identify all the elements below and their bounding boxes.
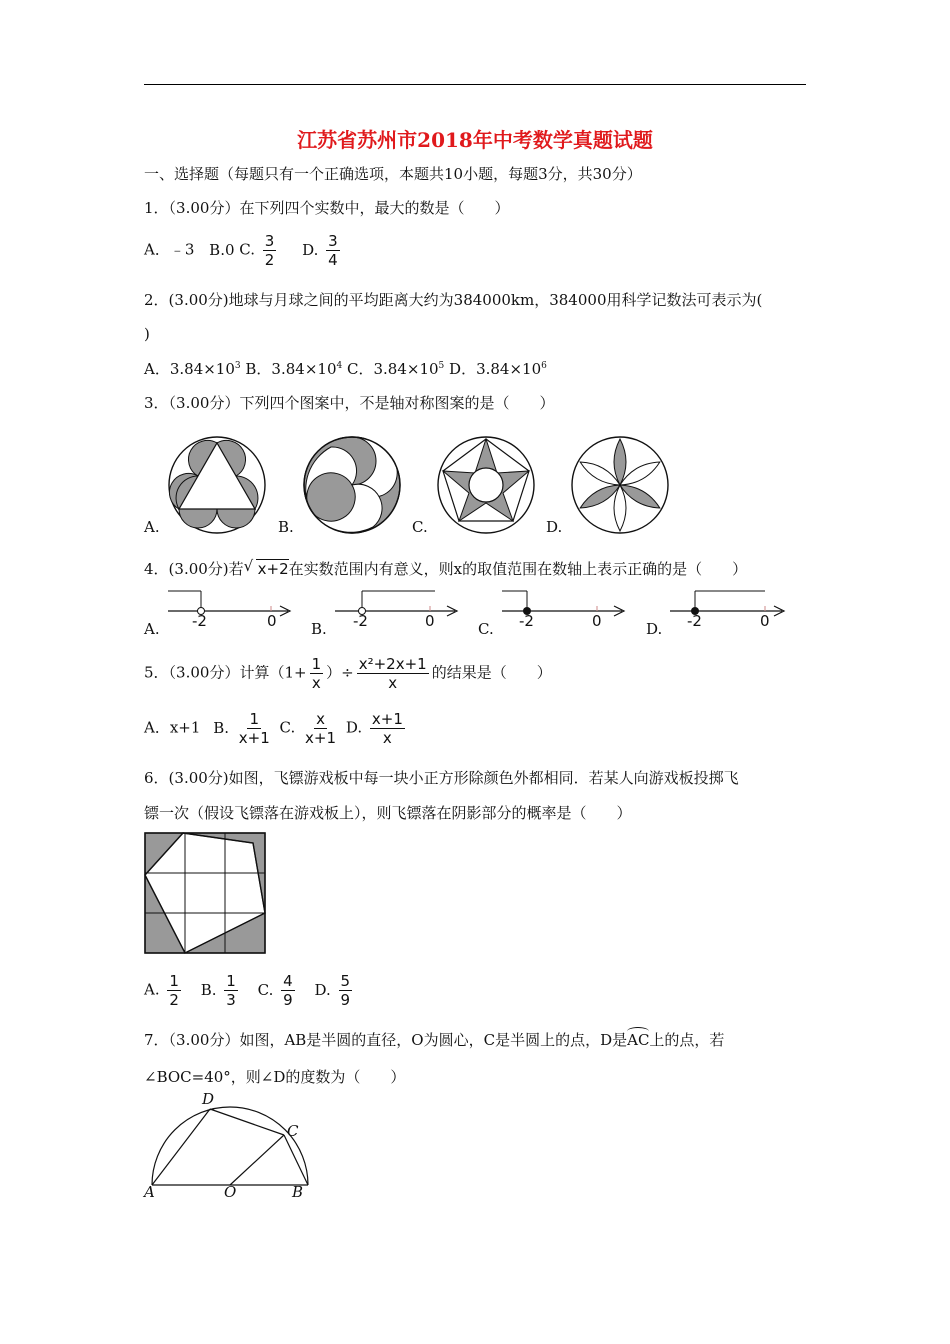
q7-point-d: D [202,1090,215,1108]
q5-option-c-fraction: $\frac{x}{x+1}$ [305,710,337,747]
q4-label-b: B. [311,620,327,638]
q1-option-d: D. [302,240,319,259]
q5-option-b-fraction: $\frac{1}{x+1}$ [238,710,270,747]
q2-option-b: B．$3.84\times 10^4$ [245,360,343,378]
q3-label-a: A. [144,518,160,536]
q5-option-b: B. [213,718,229,737]
q3-label-b: B. [278,518,294,536]
q5-option-d: D. [345,718,363,737]
q2-option-a: A．$3.84\times 10^3$ [144,360,241,378]
q7-arc-ac: AC [627,1031,650,1049]
q6-option-d: D. [314,980,331,999]
q1-option-b: B.0 [209,240,235,259]
q4-label-a: A. [144,620,160,638]
q7-point-a: A [144,1183,155,1201]
q7-point-b: B [292,1183,304,1201]
q7-stem-line1: 7．（3.00分）如图，AB是半圆的直径，O为圆心，C是半圆上的点，D是AC上的点，若 [144,1031,725,1049]
q6-option-c-fraction: $\frac{4}{9}$ [283,972,293,1009]
q5-stem: 5．（3.00分）计算（1+ $\frac{1}{x}$ ）÷ $\frac{\text{x²+2x+1}}{x}$ 的结果是（ ） [144,655,552,692]
q4-c-tick-neg2: -2 [519,612,534,630]
q7-semicircle-figure [144,1095,344,1205]
q1-option-c: C. [239,240,256,259]
header-rule [144,84,806,85]
q4-c-tick-0: 0 [592,612,602,630]
q4-d-tick-0: 0 [760,612,770,630]
q3-figure-d [570,435,670,535]
q2-stem-line2: ) [144,325,150,343]
q6-option-a: A. [144,980,160,999]
q4-a-tick-0: 0 [267,612,277,630]
q5-option-c: C. [279,718,296,737]
q2-option-d: D．$3.84\times 10^6$ [449,360,547,378]
page-title: 江苏省苏州市2018年中考数学真题试题 [297,128,653,152]
q2-stem-line1: 2．(3.00分)地球与月球之间的平均距离大约为384000km，384000用科学记数法可表示为( [144,291,763,309]
q3-label-c: C. [412,518,428,536]
q6-option-d-fraction: $\frac{5}{9}$ [340,972,351,1009]
q6-stem-line1: 6．(3.00分)如图，飞镖游戏板中每一块小正方形除颜色外都相同．若某人向游戏板投掷飞 [144,769,739,787]
q3-stem: 3．（3.00分）下列四个图案中，不是轴对称图案的是（ ） [144,394,555,412]
q4-b-tick-neg2: -2 [353,612,368,630]
q5-fraction-1: $\frac{1}{x}$ [311,655,322,692]
q7-point-o: O [224,1183,237,1201]
q3-figure-a [167,435,267,535]
q4-d-tick-neg2: -2 [687,612,702,630]
q5-fraction-2: $\frac{\text{x²+2x+1}}{x}$ [358,655,427,692]
q4-stem: 4．(3.00分)若 √ x+2在实数范围内有意义，则x的取值范围在数轴上表示正确的是（ ） [144,557,748,578]
q7-point-c: C [287,1122,299,1140]
q5-option-a: A．x+1 [144,718,201,737]
q1-option-c-fraction: $\frac{3}{2}$ [264,232,275,269]
q3-figure-b [302,435,402,535]
q6-stem-line2: 镖一次（假设飞镖落在游戏板上），则飞镖落在阴影部分的概率是（ ） [144,804,632,822]
section-heading: 一、选择题（每题只有一个正确选项，本题共10小题，每题3分，共30分） [144,165,642,183]
q4-label-c: C. [478,620,494,638]
q5-option-d-fraction: $\frac{x+1}{x}$ [371,710,403,747]
q6-option-b-fraction: $\frac{1}{3}$ [226,972,236,1009]
q6-options [144,972,355,1009]
q4-b-tick-0: 0 [425,612,435,630]
q3-figure-c [436,435,536,535]
q3-label-d: D. [546,518,563,536]
q6-dartboard-figure [144,833,266,953]
q1-option-a: A．﹣3 [144,240,195,259]
q5-options [144,710,408,747]
q6-option-c: C. [257,980,274,999]
q4-a-tick-neg2: -2 [192,612,207,630]
q4-radical: √ x+2 [243,557,289,578]
q2-options [144,358,547,379]
q1-stem: 1．（3.00分）在下列四个实数中，最大的数是（ ） [144,199,510,217]
q1-option-d-fraction: $\frac{3}{4}$ [328,232,338,269]
q4-label-d: D. [646,620,663,638]
q4-numberline-a [168,583,298,633]
q6-option-a-fraction: $\frac{1}{2}$ [169,972,179,1009]
q7-stem-line2: ∠BOC=40°，则∠D的度数为（ ） [144,1068,406,1086]
q6-option-b: B. [200,980,217,999]
q1-options [144,232,343,269]
q2-option-c: C．$3.84\times 10^5$ [347,360,445,378]
